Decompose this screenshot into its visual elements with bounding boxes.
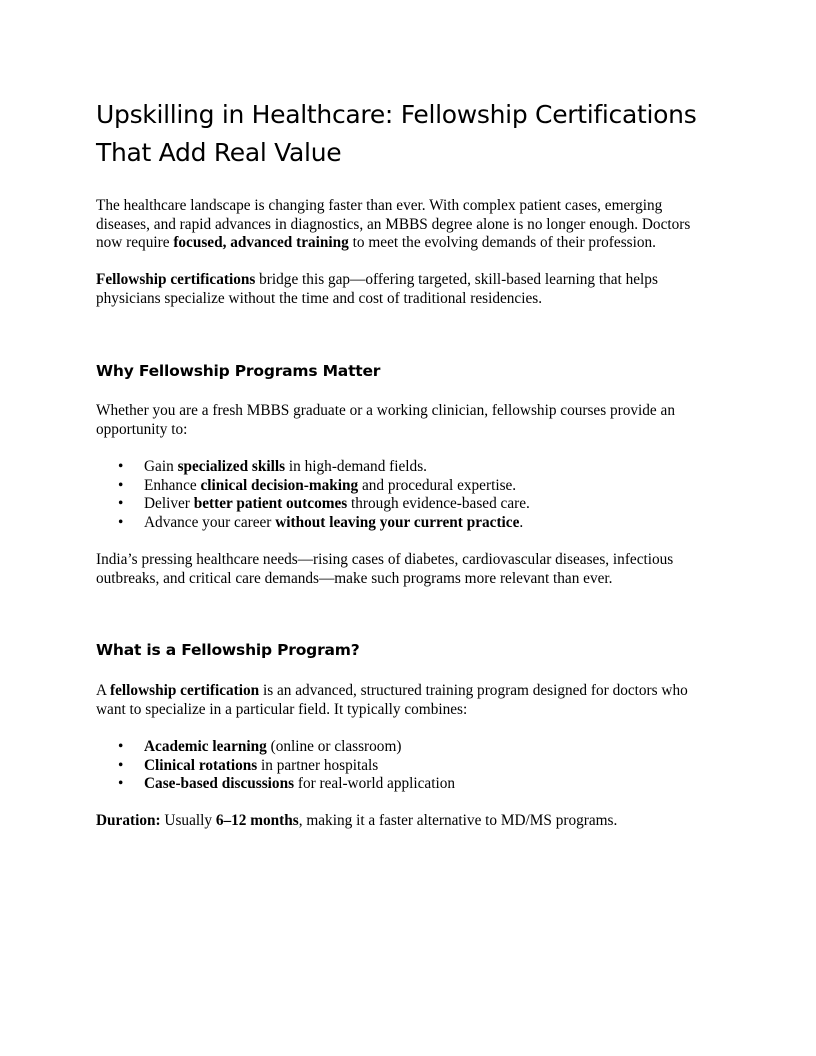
bullet-text-bold: Case-based discussions (144, 775, 295, 792)
bullet-text-bold: clinical decision-making (200, 476, 359, 494)
page-title: Upskilling in Healthcare: Fellowship Certifications That Add Real Value (96, 100, 697, 167)
bullet-text-post: in partner hospitals (257, 756, 379, 774)
duration-text-a: Usually (160, 812, 216, 829)
intro-p1-text-c: to meet the evolving demands of their profession. (348, 234, 656, 251)
bullet-text-post: in high-demand fields. (285, 458, 427, 475)
list-item (96, 757, 720, 776)
section2-lead-text-c: is an advanced, structured training program designed for doctors who want to specialize in a particular field. It typically combines: (96, 682, 688, 718)
list-item (96, 458, 720, 477)
intro-paragraph-2 (96, 271, 720, 308)
section2-lead-text-a: A (96, 682, 111, 699)
bullet-text-post: and procedural expertise. (358, 476, 517, 494)
duration-paragraph (96, 812, 720, 831)
list-item (96, 775, 720, 794)
list-item (96, 495, 720, 514)
bullet-text-post: through evidence-based care. (347, 495, 530, 512)
section1-lead-paragraph: Whether you are a fresh MBBS graduate or a working clinician, fellowship courses provide an opportunity to: (96, 402, 675, 438)
bullet-text-pre: Deliver (144, 495, 194, 512)
bullet-icon: • (118, 738, 124, 755)
bullet-icon: • (118, 775, 124, 792)
section-heading-why-fellowship: Why Fellowship Programs Matter (96, 362, 381, 380)
section1-bullet-list (96, 458, 720, 532)
bullet-text-bold: Clinical rotations (144, 756, 258, 774)
bullet-icon: • (118, 756, 124, 774)
bullet-icon: • (118, 513, 124, 531)
bullet-text-pre: Advance your career (144, 513, 276, 531)
bullet-icon: • (118, 476, 124, 494)
bullet-text-post: . (519, 513, 524, 531)
intro-p2-bold: Fellowship certifications (96, 271, 256, 288)
duration-bold: 6–12 months (215, 812, 299, 829)
duration-label: Duration: (96, 812, 161, 829)
intro-p2-text: bridge this gap—offering targeted, skill-based learning that helps physicians specialize without the time and cost of traditional residencies. (96, 271, 658, 307)
bullet-text-bold: specialized skills (177, 458, 286, 475)
bullet-text-pre: Gain (144, 458, 178, 475)
bullet-text-post: (online or classroom) (266, 738, 402, 755)
list-item (96, 514, 720, 533)
section2-bullet-list (96, 738, 720, 794)
bullet-icon: • (118, 458, 124, 475)
bullet-text-bold: Academic learning (144, 738, 267, 755)
bullet-text-bold: better patient outcomes (193, 495, 348, 512)
section1-closing-paragraph: India’s pressing healthcare needs—rising cases of diabetes, cardiovascular diseases, infectious outbreaks, and critical care demands—make such programs more relevant than ever. (96, 551, 674, 587)
intro-paragraph-1 (96, 197, 720, 253)
section2-lead-bold: fellowship certification (110, 682, 260, 699)
list-item (96, 738, 720, 757)
bullet-text-pre: Enhance (144, 476, 201, 494)
bullet-text-bold: without leaving your current practice (275, 513, 520, 531)
intro-p1-bold: focused, advanced training (173, 234, 349, 251)
section-heading-what-is-fellowship: What is a Fellowship Program? (96, 641, 360, 659)
intro-p1-text-a: The healthcare landscape is changing faster than ever. With complex patient cases, emerging diseases, and rapid advances in diagnostics, an MBBS degree alone is no longer enough. Doctors now require (96, 197, 691, 251)
section2-lead-paragraph (96, 682, 720, 719)
bullet-icon: • (118, 495, 124, 512)
bullet-text-post: for real-world application (294, 775, 456, 792)
duration-text-c: , making it a faster alternative to MD/MS programs. (298, 812, 618, 829)
list-item (96, 477, 720, 496)
